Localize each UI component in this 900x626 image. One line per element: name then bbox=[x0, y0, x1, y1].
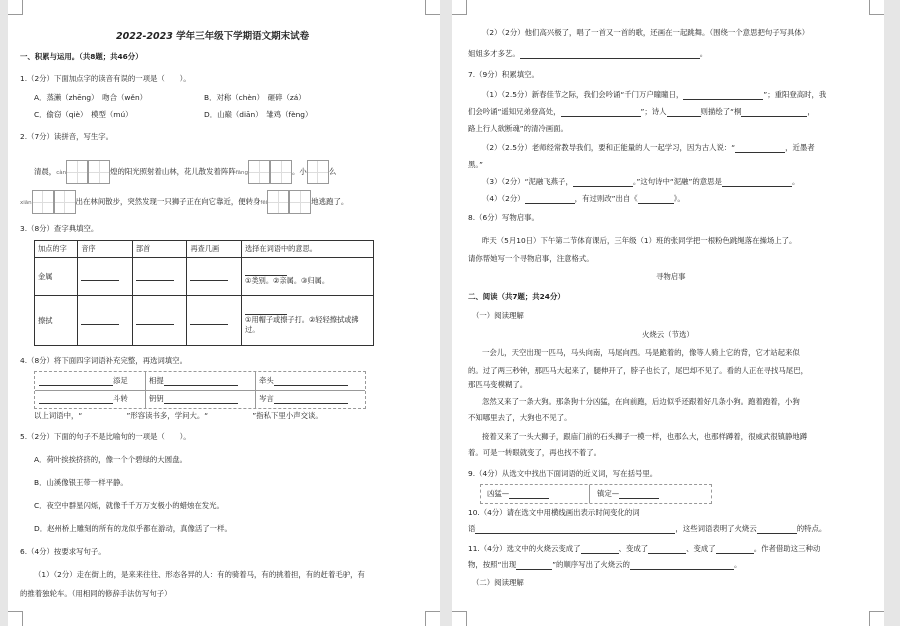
reading-1-heading: （一）阅读理解 bbox=[472, 311, 524, 320]
q8-text-cont: 请你帮她写一个寻物启事，注意格式。 bbox=[468, 254, 594, 263]
passage-line: 接着又来了一头大狮子，跟庙门前的石头狮子一模一样，也那么大，也那样蹲着，很威武很镇静地蹲 bbox=[482, 432, 808, 441]
crop-mark bbox=[869, 611, 884, 626]
q9-word: 镇定— bbox=[597, 489, 620, 498]
title-year: 2022-2023 bbox=[116, 31, 173, 42]
q7-text: 则描绘了“桐 bbox=[700, 107, 742, 116]
crop-mark bbox=[425, 0, 440, 15]
q8-text: 昨天（5月10日）下午第二节体育课后，三年级（1）班的张同学把一根粉色跳绳落在操场上了。 bbox=[482, 236, 797, 245]
q4-item[interactable] bbox=[259, 376, 348, 386]
q11-text: 、变成了 bbox=[686, 544, 716, 553]
q10-stem: 10.（4分）请在选文中用横线画出表示时间变化的词 bbox=[468, 508, 640, 517]
char-box[interactable] bbox=[88, 160, 110, 184]
q9-word: 凶猛— bbox=[487, 489, 510, 498]
q4-item[interactable] bbox=[149, 376, 238, 386]
q11-text: ”的顺序写出了火烧云的 bbox=[552, 560, 630, 569]
q4-word: 斗转 bbox=[113, 394, 128, 403]
crop-mark bbox=[452, 611, 467, 626]
q4-word: 添足 bbox=[113, 376, 128, 385]
pinyin: càn bbox=[56, 170, 67, 176]
passage-line: 一会儿，天空出现一匹马，马头向南，马尾向西。马是跪着的，像等人骑上它的背，它才站起来似 bbox=[482, 348, 800, 357]
q7-text: （2）（2.5分）老师经常教导我们，要和正能量的人一起学习，因为古人说：“ bbox=[482, 143, 736, 152]
q6-1-text-cont: 的推着独轮车。（用相同的修辞手法仿写句子） bbox=[20, 589, 172, 598]
reading-2-heading: （二）阅读理解 bbox=[472, 578, 524, 587]
q2-text: 地逃跑了。 bbox=[311, 197, 349, 206]
section-1-heading: 一、积累与运用。（共8题；共46分） bbox=[20, 52, 143, 61]
char-box[interactable] bbox=[32, 190, 54, 214]
q7-4-line[interactable]: （4）（2分） ，有过则改”出自《 》。 bbox=[482, 194, 685, 203]
q6-1-text: （1）（2分）走在街上的，是来来往往、形态各异的人：有的骑着马，有的挑着担，有的赶着毛驴，有 bbox=[34, 570, 365, 579]
char-box[interactable] bbox=[248, 160, 270, 184]
q5-stem: 5.（2分）下面的句子不是比喻句的一项是（ ）。 bbox=[20, 432, 191, 441]
q1-option-a: A．蒸濑（zhēng） 吻合（wěn） bbox=[34, 93, 148, 102]
q4-stem: 4.（8分）将下面四字词语补充完整，再选词填空。 bbox=[20, 356, 187, 365]
q4-item[interactable] bbox=[149, 394, 238, 404]
q3-table bbox=[34, 240, 374, 346]
choice-options: ①类别。②亲属。③归属。 bbox=[245, 276, 330, 285]
q9-answer-grid bbox=[480, 484, 712, 504]
q7-text: ， bbox=[807, 107, 815, 116]
q2-text: 煌的阳光照射着山林，花儿散发着阵阵 bbox=[110, 167, 236, 176]
q6-2-answer[interactable]: 姐姐多才多艺。 。 bbox=[468, 49, 708, 58]
char-box[interactable] bbox=[270, 160, 292, 184]
q10-text: 语 bbox=[468, 524, 476, 533]
passage-line: 忽然又来了一条大狗。那条狗十分凶猛，在向前跑，后边似乎还跟着好几条小狗。跑着跑着，小狗 bbox=[482, 397, 800, 406]
q11-text: 、变成了 bbox=[618, 544, 649, 553]
table-header: 选择在词语中的意思。 bbox=[242, 241, 374, 258]
q7-text: （4）（2分） bbox=[482, 194, 525, 203]
q4-item[interactable] bbox=[259, 394, 348, 404]
char-box[interactable] bbox=[267, 190, 289, 214]
table-cell-blank[interactable] bbox=[187, 296, 242, 346]
crop-mark bbox=[869, 0, 884, 15]
page-title bbox=[116, 28, 309, 42]
q11-text: 。作者借助这三种动 bbox=[753, 544, 821, 553]
q4-word: 岑言 bbox=[259, 394, 274, 403]
q6-stem: 6.（4分）按要求写句子。 bbox=[20, 547, 106, 556]
q7-text: （1）（2.5分）新春佳节之际，我们会吟诵“千门万户瞳瞳日， bbox=[482, 90, 684, 99]
q1-option-b: B．对称（chèn） 砸碎（zá） bbox=[204, 93, 306, 102]
table-cell-blank[interactable] bbox=[132, 258, 187, 296]
q10-line[interactable] bbox=[468, 524, 826, 534]
q2-line-2 bbox=[20, 190, 348, 215]
table-cell-word: 金属 bbox=[35, 258, 78, 296]
q9-item[interactable] bbox=[487, 489, 549, 499]
q10-text: 的特点。 bbox=[796, 524, 827, 533]
q8-notice-heading: 寻物启事 bbox=[656, 272, 686, 281]
passage-title: 火烧云（节选） bbox=[642, 330, 694, 339]
q11-line-2[interactable]: 物，按照“出现 ”的顺序写出了火烧云的 。 bbox=[468, 560, 742, 569]
crop-mark bbox=[8, 0, 23, 15]
q2-stem: 2.（7分）读拼音，写生字。 bbox=[20, 132, 114, 141]
char-box[interactable] bbox=[66, 160, 88, 184]
q6-2-text: （2）（2分）他们高兴极了，唱了一首又一首的歌，还画在一起跳舞。（围绕一个意思把句子写具体） bbox=[482, 28, 810, 37]
q7-text: ”；诗人 bbox=[640, 107, 667, 116]
q4-tail: 以上词语中，“ ”形容读书多，学问大。“ ”指私下里小声交谈。 bbox=[34, 411, 323, 420]
table-cell-blank[interactable] bbox=[78, 258, 133, 296]
q4-item[interactable] bbox=[39, 376, 128, 386]
q8-stem: 8.（6分）写物启事。 bbox=[468, 213, 539, 222]
q5-option-a: A．荷叶挨挨挤挤的，像一个个碧绿的大圆盘。 bbox=[34, 455, 187, 464]
q2-text: 么 bbox=[328, 167, 337, 176]
table-cell-choice[interactable] bbox=[242, 296, 374, 346]
passage-line: 着。可是一转眼就变了，再也找不着了。 bbox=[468, 448, 602, 457]
char-box[interactable] bbox=[307, 160, 329, 184]
document-page-2 bbox=[452, 0, 884, 626]
title-text: 学年三年级下学期语文期末试卷 bbox=[176, 31, 310, 42]
q2-line-1 bbox=[34, 160, 336, 185]
q2-text: 出在林间散步，突然发现一只狮子正在向它靠近，便转身 bbox=[75, 197, 261, 206]
q7-text: 。”这句诗中“泥融”的意思是 bbox=[632, 177, 722, 186]
pinyin: xiān bbox=[20, 200, 32, 206]
q3-stem: 3.（8分）查字典填空。 bbox=[20, 224, 99, 233]
scrollbar-track[interactable] bbox=[884, 0, 892, 626]
q7-text: ，有过则改”出自 bbox=[574, 194, 631, 203]
char-box[interactable] bbox=[54, 190, 76, 214]
q7-3-line[interactable]: （3）（2分）“泥融飞燕子， 。”这句诗中“泥融”的意思是 。 bbox=[482, 177, 800, 186]
grid-line bbox=[35, 390, 365, 391]
q11-text: 物，按照“出现 bbox=[468, 560, 517, 569]
grid-line bbox=[255, 372, 256, 408]
q11-line[interactable] bbox=[468, 544, 820, 554]
q11-text: 11.（4分）选文中的火烧云变成了 bbox=[468, 544, 581, 553]
table-cell-choice[interactable] bbox=[242, 258, 374, 296]
crop-mark bbox=[8, 611, 23, 626]
passage-line: 不知哪里去了，大狗也不见了。 bbox=[468, 413, 572, 422]
q5-option-c: C．夜空中群星闪烁，就像千千万万支极小的蜡烛在发光。 bbox=[34, 501, 224, 510]
q7-1-line-2[interactable] bbox=[468, 107, 815, 117]
grid-line bbox=[145, 372, 146, 408]
pinyin: fēi bbox=[260, 200, 268, 206]
table-cell-blank[interactable] bbox=[78, 296, 133, 346]
document-page-1 bbox=[8, 0, 440, 626]
q6-2-prompt: 姐姐多才多艺。 bbox=[468, 49, 520, 58]
q7-2-line[interactable] bbox=[482, 143, 815, 153]
q1-stem: 1.（2分）下面加点字的读音有误的一项是（ ）。 bbox=[20, 74, 191, 83]
q7-2-line-2: 黑。” bbox=[468, 160, 483, 169]
q10-text: ，这些词语表明了火烧云 bbox=[675, 524, 757, 533]
q7-1-line-3: 路上行人欲断魂”的清冷画面。 bbox=[468, 124, 568, 133]
q7-1-line[interactable] bbox=[482, 90, 826, 100]
q7-text: （3）（2分）“泥融飞燕子， bbox=[482, 177, 573, 186]
q7-text: ”；重阳登高时，我 bbox=[763, 90, 827, 99]
q1-option-c: C．偷窃（qiè） 模型（mú） bbox=[34, 110, 133, 119]
q4-word-grid bbox=[34, 371, 366, 409]
char-box[interactable] bbox=[289, 190, 311, 214]
pinyin: fāng bbox=[235, 170, 249, 176]
q4-word: 牵头 bbox=[259, 376, 274, 385]
table-cell-blank[interactable] bbox=[132, 296, 187, 346]
q5-option-b: B．山溪像银王带一样平静。 bbox=[34, 478, 128, 487]
q2-text: 。小 bbox=[292, 167, 307, 176]
q7-stem: 7.（9分）积累填空。 bbox=[468, 70, 539, 79]
q4-word: 钥钥 bbox=[149, 394, 164, 403]
q7-text: 们会吟诵“遥知兄弟登高处， bbox=[468, 107, 561, 116]
table-header: 音序 bbox=[78, 241, 133, 258]
table-header: 部首 bbox=[132, 241, 187, 258]
q1-option-d: D．山巅（diān） 雏鸡（fèng） bbox=[204, 110, 313, 119]
q2-text: 清晨， bbox=[34, 167, 57, 176]
table-cell-word: 擦拭 bbox=[35, 296, 78, 346]
table-header: 加点的字 bbox=[35, 241, 78, 258]
crop-mark bbox=[425, 611, 440, 626]
passage-line: 那匹马变模糊了。 bbox=[468, 380, 528, 389]
choice-options: ①用帽子或擦子打。②轻轻擦拭或拂过。 bbox=[245, 315, 359, 334]
q4-word: 相提 bbox=[149, 376, 164, 385]
q9-stem: 9.（4分）从选文中找出下面词语的近义词，写在括号里。 bbox=[468, 469, 658, 478]
table-header: 再查几画 bbox=[187, 241, 242, 258]
q7-text: ，近墨者 bbox=[785, 143, 815, 152]
q5-option-d: D．赵州桥上雕刻的所有的龙似乎都在游动，真像活了一样。 bbox=[34, 524, 232, 533]
passage-line: 的。过了两三秒钟，那匹马大起来了，腿伸开了，脖子也长了，尾巴却不见了。看的人正在寻找马尾巴， bbox=[468, 366, 808, 375]
crop-mark bbox=[452, 0, 467, 15]
section-2-heading: 二、阅读（共7题；共24分） bbox=[468, 292, 565, 301]
q9-item[interactable] bbox=[597, 489, 659, 499]
q4-item[interactable] bbox=[39, 394, 128, 404]
table-cell-blank[interactable] bbox=[187, 258, 242, 296]
grid-line bbox=[589, 485, 590, 503]
